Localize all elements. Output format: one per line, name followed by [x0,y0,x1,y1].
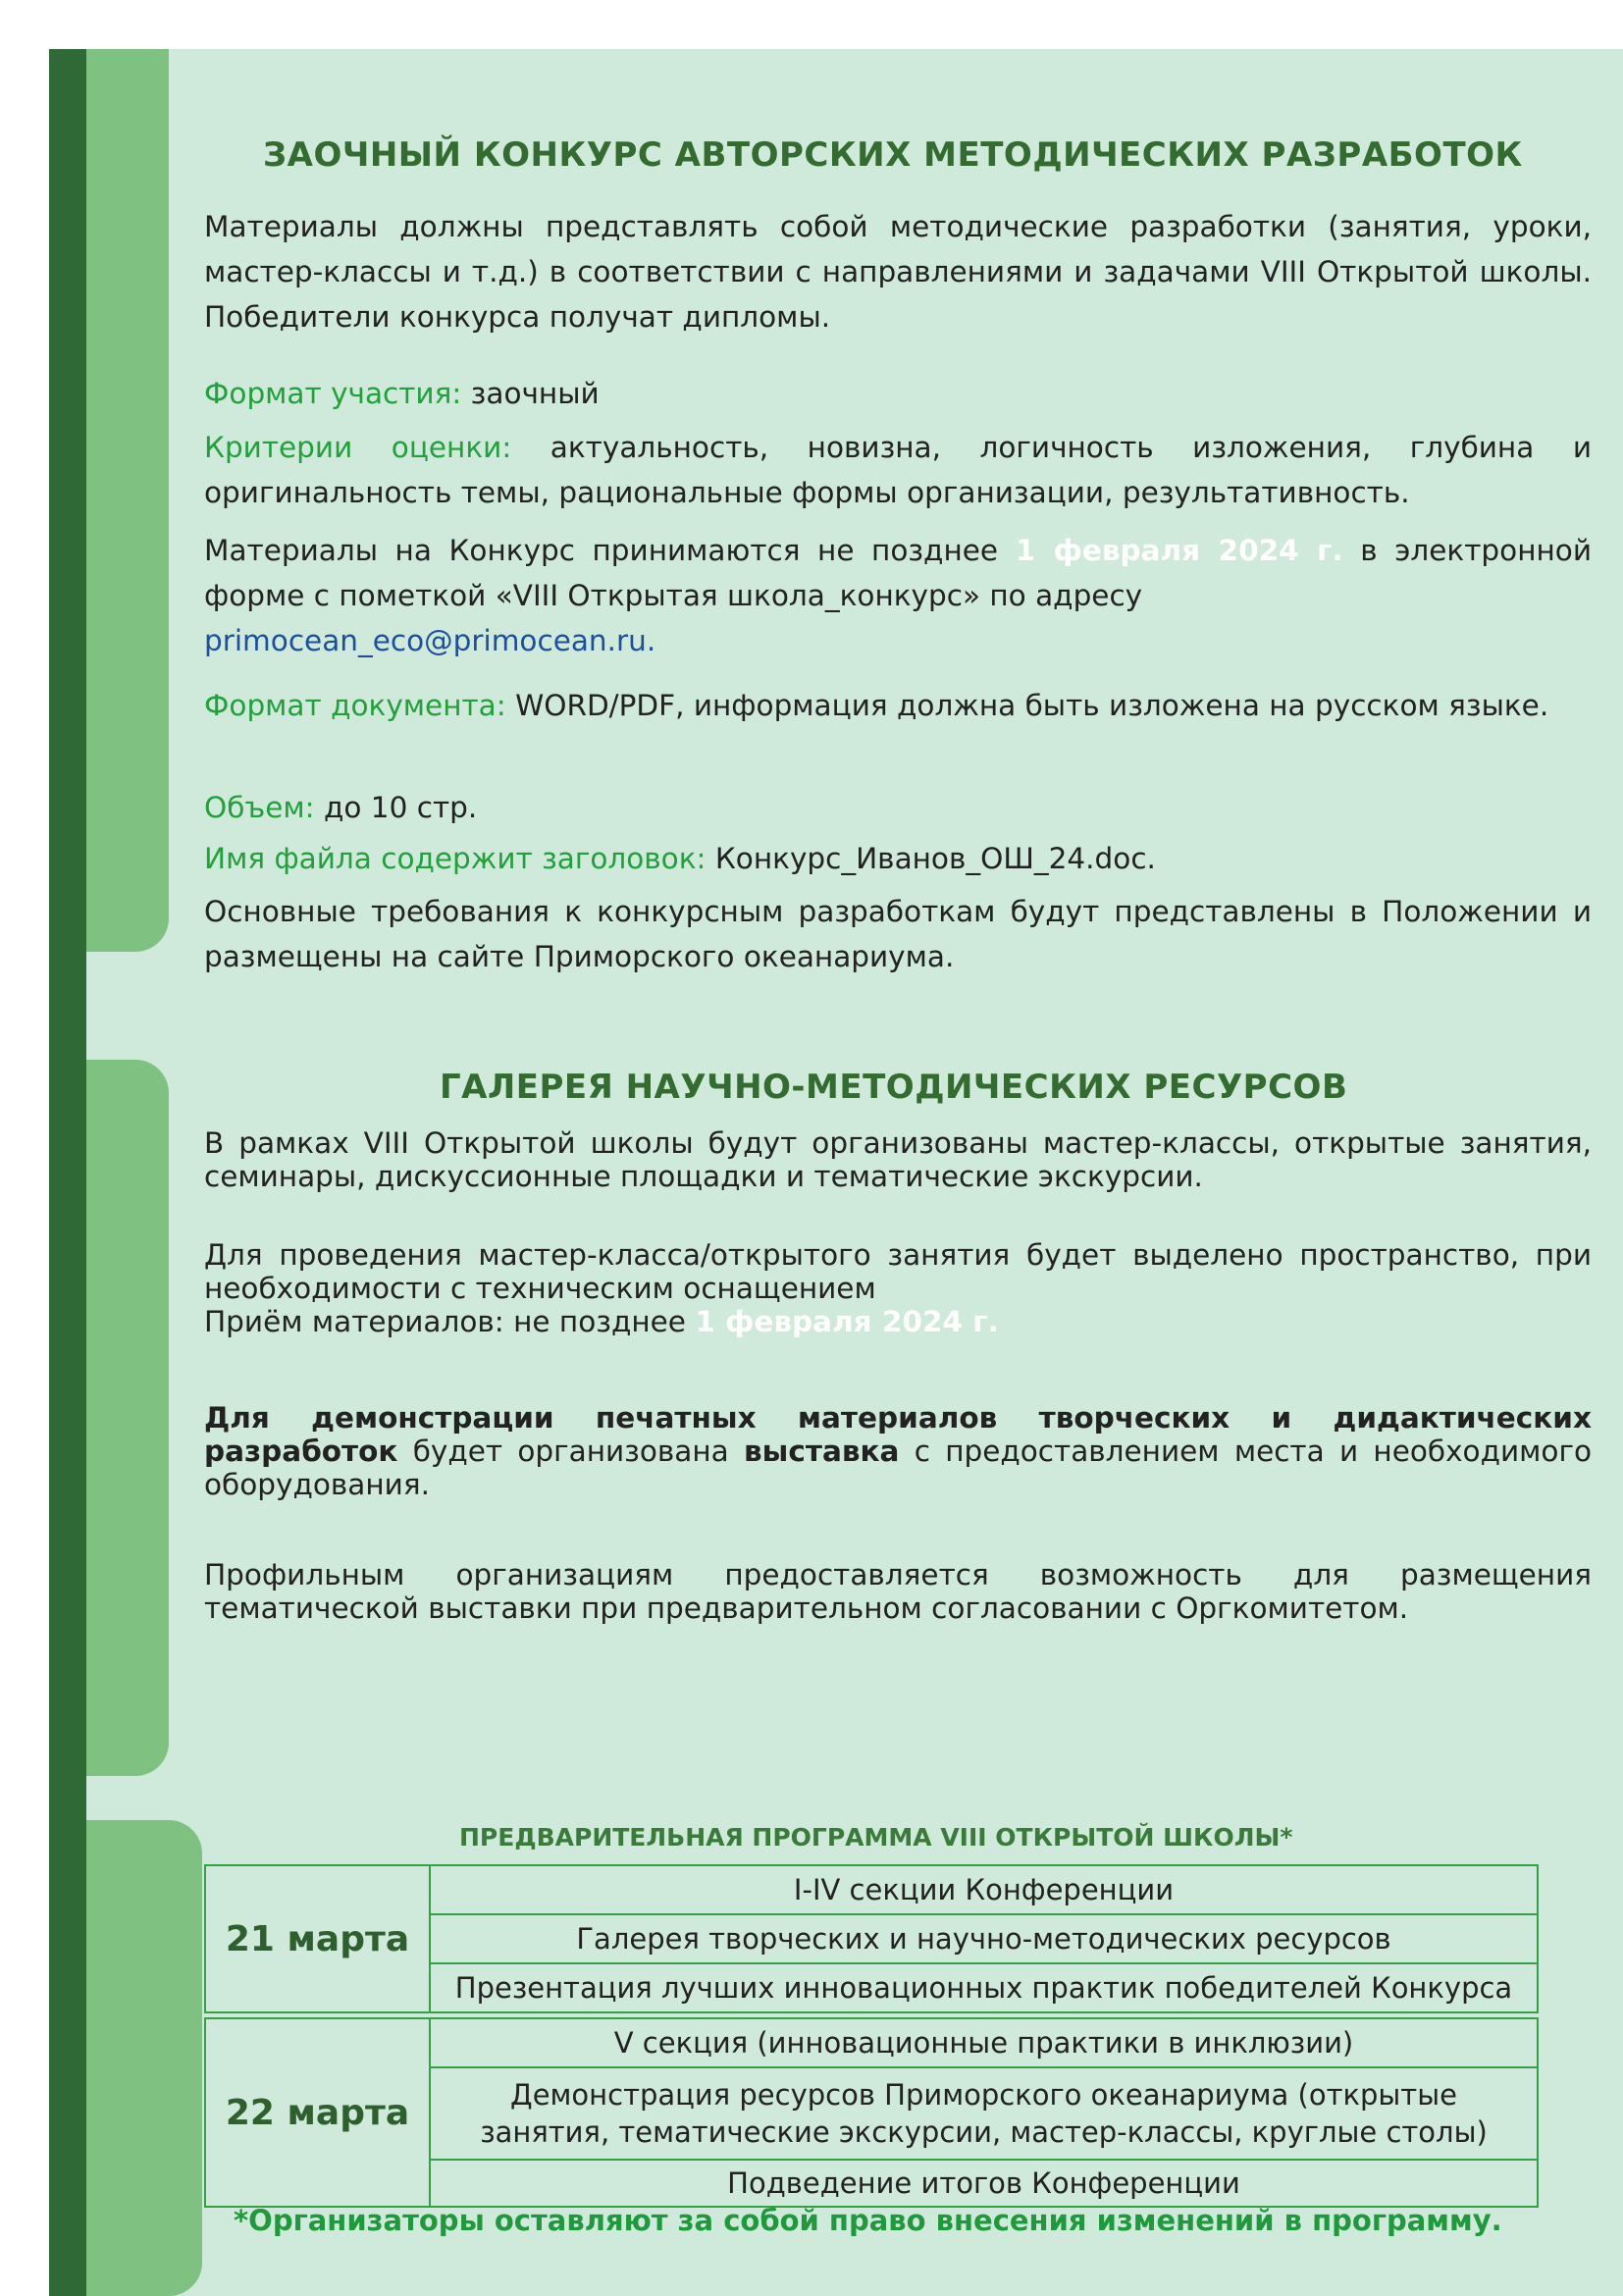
format-line [204,371,1592,416]
section2-title: ГАЛЕРЕЯ НАУЧНО-МЕТОДИЧЕСКИХ РЕСУРСОВ [440,1068,1348,1107]
section2-p3-bold1: Для демонстрации печатных материалов творческих и дидактических разработок [204,1401,1592,1468]
email-link[interactable]: primocean_eco@primocean.ru. [204,624,656,657]
program-day2-table [204,2017,1539,2208]
side-tab-1 [86,49,169,952]
filename-line [204,836,1592,881]
program-day1-table [204,1864,1539,2013]
side-tab-3 [86,1820,202,2296]
section2-p4: Профильным организациям предоставляется возможность для размещения тематической выставки при предварительном согласовании с Оргкомитетом. [204,1558,1592,1625]
section1-intro: Материалы должны представлять собой методические разработки (занятия, уроки, мастер-классы и т.д.) в соответствии с направлениями и задачами VIII Открытой школы. Победители конкурса получат дипломы. [204,210,1592,334]
deadline-date: 1 февраля 2024 г. [1015,534,1343,567]
program-day1-item: Презентация лучших инновационных практик победителей Конкурса [430,1963,1538,2012]
page [49,49,1623,2296]
filename-value: Конкурс_Иванов_ОШ_24.doc. [706,842,1156,875]
program-title: ПРЕДВАРИТЕЛЬНАЯ ПРОГРАММА VIII ОТКРЫТОЙ ШКОЛЫ* [459,1823,1293,1852]
program-day2-date: 22 марта [205,2018,430,2207]
filename-label: Имя файла содержит заголовок: [204,842,707,875]
section2-p3-end: с предоставлением места и необходимого оборудования. [204,1435,1593,1501]
doc-format-value: WORD/PDF, информация должна быть изложена на русском языке. [505,689,1549,722]
criteria-value: актуальность, новизна, логичность изложения, глубина и оригинальность темы, рациональные формы организации, результативность. [204,431,1592,509]
program-day1-item: Галерея творческих и научно-методических ресурсов [430,1914,1538,1963]
format-value: заочный [461,377,600,410]
program-footnote: *Организаторы оставляют за собой право внесения изменений в программу. [234,2204,1502,2237]
program-day1-date: 21 марта [205,1865,430,2012]
left-dark-bar [49,49,86,2296]
section2-receipt-label: Приём материалов: не позднее [204,1305,696,1338]
deadline-post: в электронной форме с пометкой «VIII Открытая школа_конкурс» по адресу [204,534,1593,612]
volume-label: Объем: [204,791,315,824]
program-day2-item: V секция (инновационные практики в инклюзии) [430,2018,1538,2067]
section2-p3-mid: будет организована [397,1435,745,1468]
format-label: Формат участия: [204,377,462,410]
section2-p1: В рамках VIII Открытой школы будут организованы мастер-классы, открытые занятия, семинары, дискуссионные площадки и тематические экскурсии. [204,1126,1592,1193]
section2-p3 [204,1401,1592,1501]
volume-value: до 10 стр. [314,791,478,824]
volume-line [204,785,1592,830]
deadline-line [204,528,1592,663]
program-day2-item: Демонстрация ресурсов Приморского океанариума (открытые занятия, тематические экскурсии, мастер-классы, круглые столы) [430,2067,1538,2160]
section2-p2-text: Для проведения мастер-класса/открытого занятия будет выделено пространство, при необходимости с техническим оснащением [204,1238,1592,1305]
deadline-pre: Материалы на Конкурс принимаются не позднее [204,534,1016,567]
program-day2-item: Подведение итогов Конференции [430,2160,1538,2207]
section2-p3-bold2: выставка [744,1435,900,1468]
side-tab-2 [86,1060,169,1776]
program-day1-item: I-IV секции Конференции [430,1865,1538,1914]
requirements-text: Основные требования к конкурсным разработкам будут представлены в Положении и размещены на сайте Приморского океанариума. [204,895,1592,973]
section2-p2 [204,1238,1592,1338]
criteria-label: Критерии оценки: [204,431,512,464]
section2-receipt-date: 1 февраля 2024 г. [695,1305,999,1338]
criteria-line [204,425,1592,515]
section1-title: ЗАОЧНЫЙ КОНКУРС АВТОРСКИХ МЕТОДИЧЕСКИХ РАЗРАБОТОК [263,135,1523,175]
doc-format-label: Формат документа: [204,689,506,722]
doc-format-line [204,683,1592,728]
